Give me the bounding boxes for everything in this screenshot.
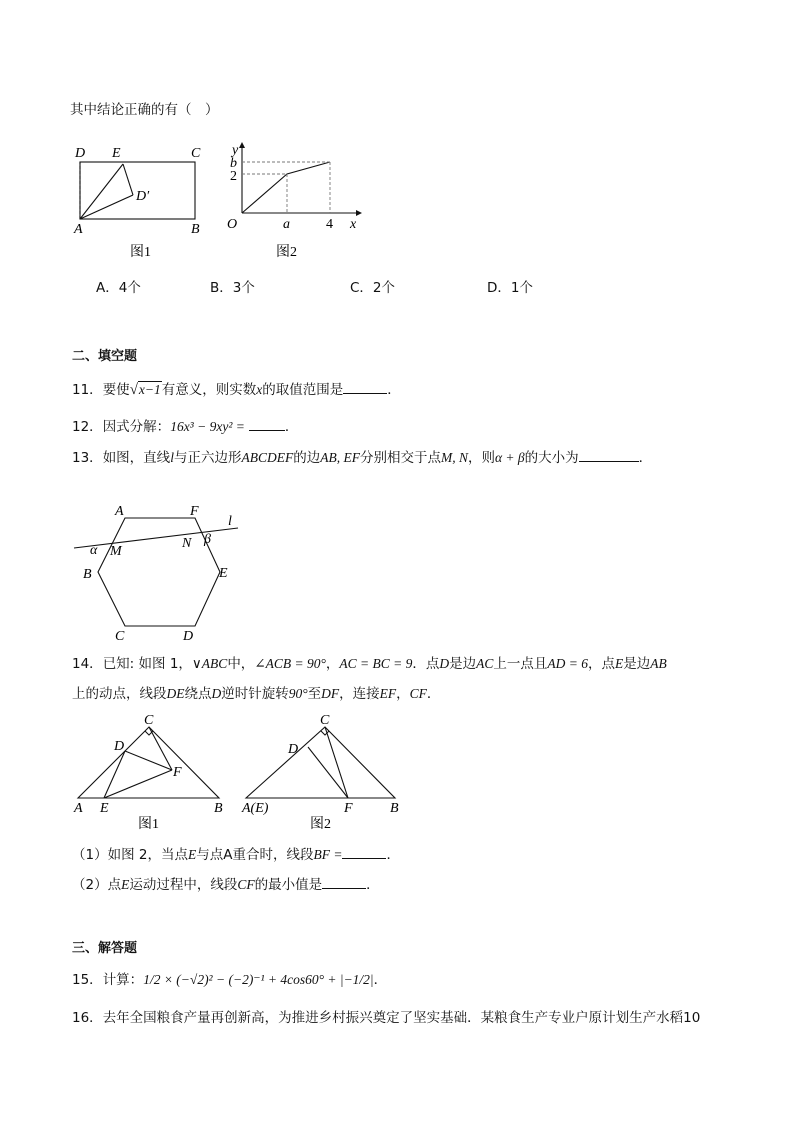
label-a: A [74, 222, 83, 237]
label-d: D [288, 742, 299, 757]
label-a-e: A(E) [242, 801, 269, 816]
q10-figure-2 [222, 140, 367, 260]
answer-blank-11[interactable] [343, 381, 387, 394]
hexagon-abcdef [98, 518, 220, 626]
label-d-prime: D′ [136, 189, 150, 204]
graph-line [242, 162, 330, 213]
label-b: B [214, 801, 223, 816]
hex-label-b: B [83, 567, 92, 582]
question-14-part-1: （1）如图 2，当点E与点A重合时，线段BF = ． [72, 847, 400, 863]
label-b: B [390, 801, 399, 816]
point-n: N [182, 536, 192, 551]
fig2-caption: 图2 [310, 817, 331, 832]
calculation-expression: 1/2 × (−√2)² − (−2)⁻¹ + 4cos60° + |−1/2| [143, 972, 374, 987]
question-11: 11．要使√x−1有意义，则实数x的取值范围是 ． [72, 382, 401, 398]
segment-cf [149, 727, 172, 770]
label-b: B [191, 222, 200, 237]
label-origin: O [227, 217, 238, 232]
label-c: C [191, 146, 201, 161]
triangle-abc [78, 727, 219, 798]
label-f: F [173, 765, 182, 780]
label-c: C [320, 713, 330, 728]
q10-figure-1 [66, 140, 216, 260]
label-c: C [144, 713, 154, 728]
option-d: D．1个 [487, 280, 533, 296]
option-a: A．4个 [96, 280, 141, 296]
option-c: C．2个 [350, 280, 396, 296]
q14-figure-2 [240, 712, 410, 832]
radicand: x−1 [138, 382, 161, 397]
hex-label-a: A [115, 504, 124, 519]
answer-blank-14-1[interactable] [342, 846, 386, 859]
hex-label-d: D [183, 629, 194, 644]
label-x: x [350, 217, 357, 232]
question-12: 12．因式分解：16x³ − 9xy² = ． [72, 419, 299, 435]
angle-beta: β [204, 532, 211, 547]
question-13: 13．如图，直线l与正六边形ABCDEF的边AB, EF分别相交于点M, N，则α + β的大小为 ． [72, 450, 653, 466]
label-a: A [74, 801, 83, 816]
q10-conclusion-line: 其中结论正确的有（ ） [70, 102, 219, 118]
segment-ae [80, 164, 123, 219]
label-y: y [232, 143, 239, 158]
hex-label-c: C [115, 629, 125, 644]
answer-blank-14-2[interactable] [322, 876, 366, 889]
label-f: F [344, 801, 353, 816]
label-b-value: b [230, 156, 237, 171]
segment-cf [325, 727, 348, 798]
q13-hexagon-figure [70, 502, 250, 642]
fig2-caption: 图2 [276, 245, 297, 260]
fig1-caption: 图1 [130, 245, 151, 260]
answer-blank-12[interactable] [249, 418, 285, 431]
question-14-part-2: （2）点E运动过程中，线段CF的最小值是 ． [72, 877, 380, 893]
question-14-line-2: 上的动点，线段DE绕点D逆时针旋转90°至DF，连接EF，CF． [72, 686, 441, 702]
question-16: 16．去年全国粮食产量再创新高，为推进乡村振兴奠定了坚实基础．某粮食生产专业户原计划生产水稻10 [72, 1010, 701, 1026]
segment-df [308, 747, 348, 798]
question-14-line-1: 14．已知: 如图 1，∨ABC中，∠ACB = 90°，AC = BC = 9．点D是边AC上一点且AD = 6，点E是边AB [72, 656, 667, 672]
label-d: D [114, 739, 125, 754]
label-four: 4 [326, 217, 333, 232]
label-e: E [100, 801, 109, 816]
q14-figure-1 [72, 712, 232, 832]
option-b: B．3个 [210, 280, 255, 296]
line-l [74, 528, 238, 548]
section-title-fill-in: 二、填空题 [72, 349, 138, 364]
fig1-caption: 图1 [138, 817, 159, 832]
hex-label-e: E [219, 566, 228, 581]
answer-blank-13[interactable] [579, 449, 639, 462]
question-15: 15．计算：1/2 × (−√2)² − (−2)⁻¹ + 4cos60° + |−1/2|． [72, 972, 388, 988]
line-label-l: l [228, 514, 232, 529]
hex-label-f: F [190, 504, 199, 519]
angle-alpha: α [90, 543, 98, 558]
label-two: 2 [230, 169, 237, 184]
point-m: M [110, 544, 122, 559]
segment-df [125, 751, 172, 770]
section-title-solutions: 三、解答题 [72, 941, 138, 956]
label-d: D [75, 146, 86, 161]
label-e: E [112, 146, 121, 161]
expression: 16x³ − 9xy² = [170, 419, 245, 434]
segment-ad-prime [80, 195, 133, 219]
segment-ed-prime [123, 164, 133, 195]
label-a-value: a [283, 217, 290, 232]
